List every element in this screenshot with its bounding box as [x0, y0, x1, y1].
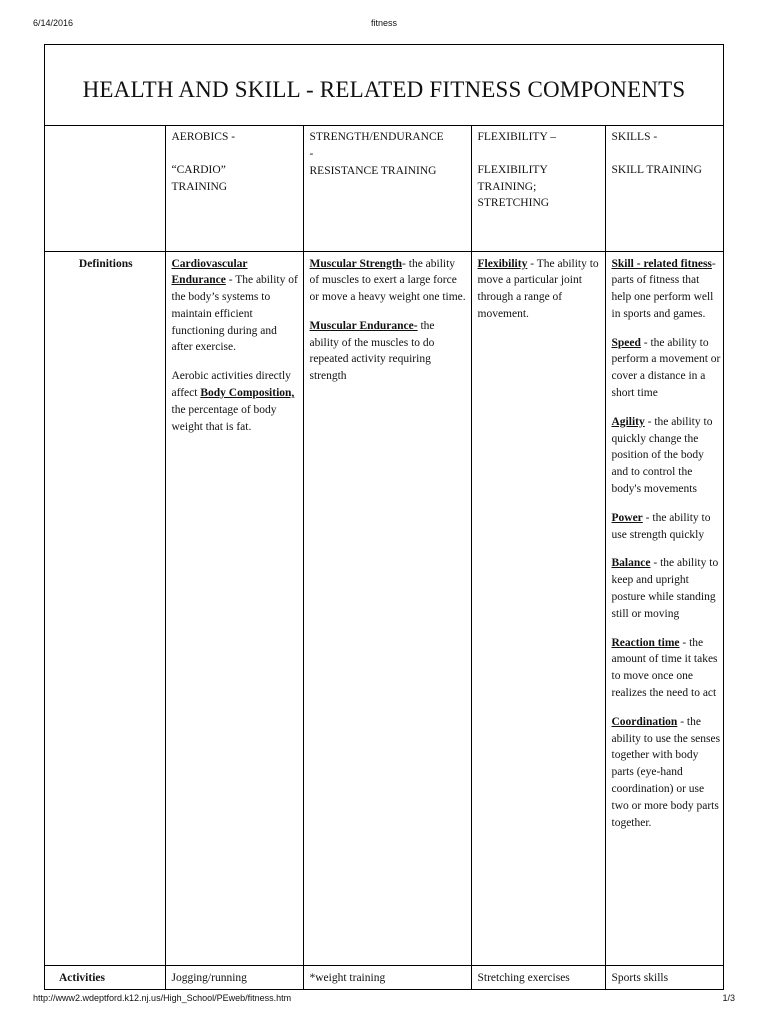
print-header	[33, 18, 735, 32]
activities-skills	[605, 965, 724, 990]
definitions-label: Definitions	[45, 251, 165, 965]
activities-aerobics	[165, 965, 303, 990]
activities-label: Activities	[59, 971, 105, 984]
document-frame	[44, 44, 724, 990]
list-item	[478, 986, 601, 990]
definition-strength: Muscular Strength- the ability of muscles to exert a large force or move a heavy weight one time. Muscular Endurance- the ability of the muscles to do repeated activity requiring strength	[303, 251, 471, 965]
list-item	[172, 986, 299, 990]
list-item: Stretching exercises	[477, 971, 570, 984]
page-number: 1/3	[722, 993, 735, 1003]
activities-flexibility	[471, 965, 605, 990]
skill-reaction-time: Reaction time - the amount of time it takes to move once one realizes the need to act	[611, 636, 718, 700]
activities-strength	[303, 965, 471, 990]
header-flexibility: FLEXIBILITY – FLEXIBILITY TRAINING; STRETCHING	[471, 125, 605, 251]
definitions-row	[45, 251, 724, 965]
definition-aerobics: Cardiovascular Endurance - The ability of the body’s systems to maintain efficient functioning during and after exercise. Aerobic activities directly affect Body Composition, the percentage of body weight that is fat.	[165, 251, 303, 965]
print-url: http://www2.wdeptford.k12.nj.us/High_School/PEweb/fitness.htm	[33, 993, 292, 1003]
definition-skills: Skill - related fitness- parts of fitness that help one perform well in sports and games. Speed - the ability to perform a movement or cover a distance in a short time Agility - the ability to quickly change the position of the body and to control the body's movements Power - the ability to use strength quickly Balance - the ability to keep and upright posture while standing still or moving Reaction time - the amount of time it takes to move once one realizes the need to act Coordination - the ability to use the senses together with body parts (eye-hand coordination) or use two or more body parts together.	[605, 251, 724, 965]
list-item: *weight training	[309, 971, 386, 984]
skill-power: Power - the ability to use strength quickly	[611, 511, 711, 541]
header-strength: STRENGTH/ENDURANCE - RESISTANCE TRAINING	[303, 125, 471, 251]
definition-flexibility: Flexibility - The ability to move a particular joint through a range of movement.	[471, 251, 605, 965]
header-aerobics: AEROBICS - “CARDIO” TRAINING	[165, 125, 303, 251]
fitness-components-table	[45, 125, 724, 990]
skill-coordination: Coordination - the ability to use the senses together with body parts (eye-hand coordination) or use two or more body parts together.	[611, 715, 721, 829]
skill-speed: Speed - the ability to perform a movement or cover a distance in a short time	[611, 336, 721, 400]
activities-row	[45, 965, 724, 990]
list-item	[310, 986, 467, 990]
list-item: Jogging/running	[171, 971, 247, 984]
list-item: Sports skills	[611, 971, 669, 984]
list-item	[612, 986, 722, 990]
header-corner-cell	[45, 125, 165, 251]
print-footer	[33, 993, 735, 1007]
document-title: HEALTH AND SKILL - RELATED FITNESS COMPONENTS	[82, 77, 686, 102]
header-skills: SKILLS - SKILL TRAINING	[605, 125, 724, 251]
header-row	[45, 125, 724, 251]
print-date: 6/14/2016	[33, 18, 74, 28]
print-page-title: fitness	[370, 18, 397, 28]
skill-balance: Balance - the ability to keep and upright posture while standing still or moving	[611, 557, 719, 620]
skill-agility: Agility - the ability to quickly change the position of the body and to control the body's movements	[611, 415, 713, 496]
